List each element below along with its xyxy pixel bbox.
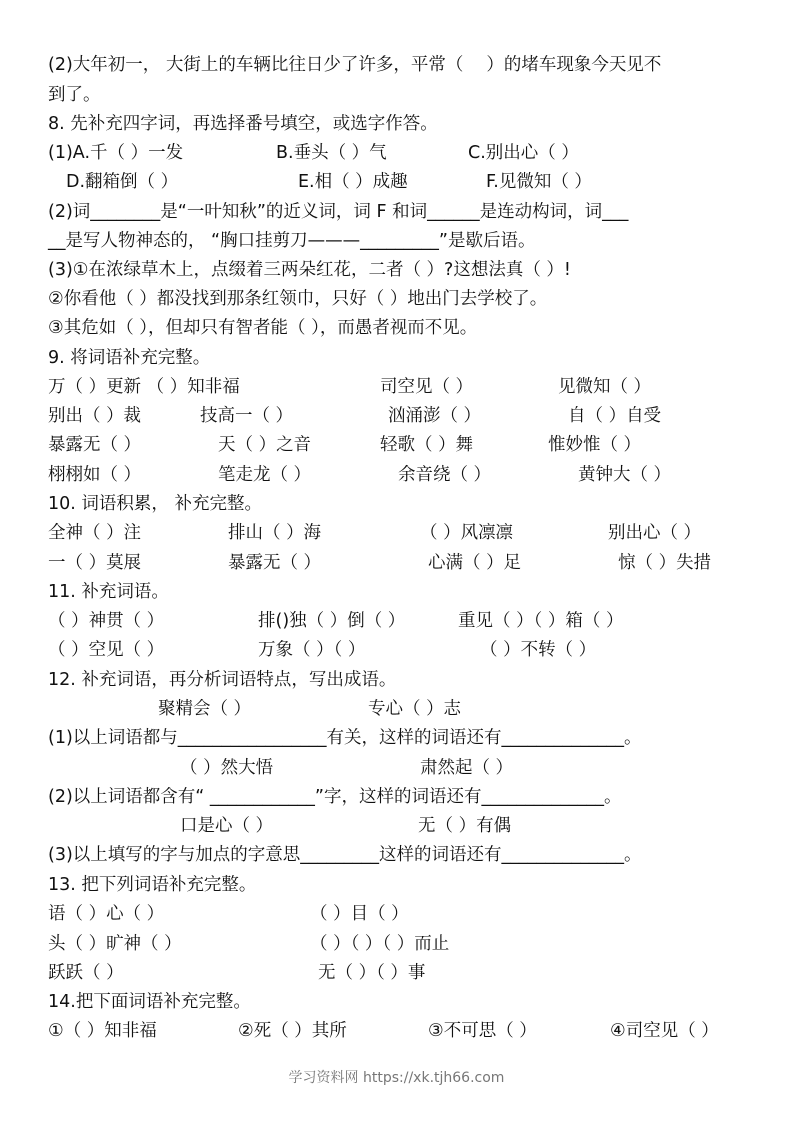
- q11-item: （ ）不转（ ）: [480, 640, 597, 660]
- q8-option-b: B.垂头（ ）气: [276, 143, 387, 163]
- q12-item: 聚精会（ ）: [158, 699, 252, 719]
- q9-item: 别出（ ）裁: [48, 406, 142, 426]
- q9-row-3: [48, 433, 773, 457]
- question-8-heading: 8. 先补充四字词，再选择番号填空，或选字作答。: [48, 114, 438, 134]
- q13-item: 无（ ）（ ）事: [318, 963, 426, 983]
- q14-item: ④司空见（ ）: [610, 1021, 719, 1041]
- q9-row-4: [48, 463, 773, 487]
- q12-item: 口是心（ ）: [180, 816, 274, 836]
- watermark-footer: 学习资料网 https://xk.tjh66.com: [288, 1070, 505, 1086]
- q10-row-2: [48, 551, 773, 575]
- q11-row-1: [48, 609, 773, 633]
- question-10-heading: 10. 词语积累， 补充完整。: [48, 494, 262, 514]
- q11-item: （ ）空见（ ）: [48, 640, 165, 660]
- q11-item: 排()独（ ）倒（ ）: [258, 611, 406, 631]
- q13-item: 头（ ）旷神（ ）: [48, 934, 182, 954]
- q8-part-3-line-3: ③其危如（ ），但却只有智者能（ ），而愚者视而不见。: [48, 318, 478, 338]
- q12-item: （ ）然大悟: [180, 758, 274, 778]
- q13-row-3: [48, 961, 773, 985]
- q12-words-row-2: [48, 756, 773, 780]
- q8-option-e: E.相（ ）成趣: [298, 172, 408, 192]
- q9-item: 司空见（ ）: [380, 377, 474, 397]
- q8-part-2-line-2: __是写人物神态的， “胸口挂剪刀———_________”是歇后语。: [48, 231, 536, 251]
- q14-item: ①（ ）知非福: [48, 1021, 157, 1041]
- q14-item: ③不可思（ ）: [428, 1021, 537, 1041]
- q12-words-row-1: [48, 697, 773, 721]
- q8-part-2-line-1: (2)词________是“一叶知秋”的近义词，词 F 和词______是连动构词，词___: [48, 202, 629, 222]
- q8-option-d: D.翻箱倒（ ）: [66, 172, 179, 192]
- q9-item: 自（ ）自受: [568, 406, 662, 426]
- question-7-2-line-2: 到了。: [48, 85, 101, 105]
- q12-part-2-line: (2)以上词语都含有“ ____________”字，这样的词语还有______________。: [48, 787, 622, 807]
- q9-item: 黄钟大（ ）: [578, 465, 672, 485]
- q11-item: 万象（ ）（ ）: [258, 640, 366, 660]
- q10-row-1: [48, 521, 773, 545]
- q10-item: 暴露无（ ）: [228, 553, 322, 573]
- q9-item: 万（ ）更新 （ ）知非福: [48, 377, 240, 397]
- q11-item: 重见（ ）（ ）箱（ ）: [458, 611, 624, 631]
- q8-option-a: (1)A.千（ ）一发: [48, 143, 184, 163]
- q9-item: 暴露无（ ）: [48, 435, 142, 455]
- q14-item: ②死（ ）其所: [238, 1021, 347, 1041]
- q13-item: 语（ ）心（ ）: [48, 904, 165, 924]
- q12-item: 专心（ ）志: [368, 699, 462, 719]
- q10-item: 排山（ ）海: [228, 523, 322, 543]
- q12-part-1-line: (1)以上词语都与_________________有关，这样的词语还有______________。: [48, 728, 642, 748]
- q9-item: 见微知（ ）: [558, 377, 652, 397]
- q13-item: （ ）目（ ）: [310, 904, 409, 924]
- q9-item: 汹涌澎（ ）: [388, 406, 482, 426]
- q9-item: 天（ ）之音: [218, 435, 312, 455]
- question-13-heading: 13. 把下列词语补充完整。: [48, 875, 257, 895]
- q8-options-row-2: [48, 170, 773, 194]
- q10-item: （ ）风凛凛: [420, 523, 514, 543]
- q10-item: 心满（ ）足: [428, 553, 522, 573]
- q13-row-1: [48, 902, 773, 926]
- q10-item: 别出心（ ）: [608, 523, 702, 543]
- q9-item: 技高一（ ）: [200, 406, 294, 426]
- question-9-heading: 9. 将词语补充完整。: [48, 348, 211, 368]
- q9-row-1: [48, 375, 773, 399]
- q9-row-2: [48, 404, 773, 428]
- q8-options-row-1: [48, 141, 773, 165]
- question-12-heading: 12. 补充词语，再分析词语特点，写出成语。: [48, 670, 397, 690]
- q10-item: 全神（ ）注: [48, 523, 142, 543]
- q13-row-2: [48, 932, 773, 956]
- q8-option-f: F.见微知（ ）: [486, 172, 592, 192]
- q9-item: 余音绕（ ）: [398, 465, 492, 485]
- q13-item: （ ）（ ）（ ）而止: [310, 934, 450, 954]
- q10-item: 一（ ）莫展: [48, 553, 142, 573]
- question-14-heading: 14.把下面词语补充完整。: [48, 992, 251, 1012]
- question-7-2-line-1: (2)大年初一， 大街上的车辆比往日少了许多，平常（ ）的堵车现象今天见不: [48, 55, 662, 75]
- q9-item: 惟妙惟（ ）: [548, 435, 642, 455]
- q11-item: （ ）神贯（ ）: [48, 611, 165, 631]
- q9-item: 轻歌（ ）舞: [380, 435, 474, 455]
- q11-row-2: [48, 638, 773, 662]
- question-11-heading: 11. 补充词语。: [48, 582, 169, 602]
- q12-item: 肃然起（ ）: [420, 758, 514, 778]
- q9-item: 笔走龙（ ）: [218, 465, 312, 485]
- q9-item: 栩栩如（ ）: [48, 465, 142, 485]
- q13-item: 跃跃（ ）: [48, 963, 124, 983]
- q8-option-c: C.别出心（ ）: [468, 143, 579, 163]
- q8-part-3-line-1: (3)①在浓绿草木上，点缀着三两朵红花，二者（ ）?这想法真（ ）!: [48, 260, 571, 280]
- q8-part-3-line-2: ②你看他（ ）都没找到那条红领巾，只好（ ）地出门去学校了。: [48, 289, 548, 309]
- q12-words-row-3: [48, 814, 773, 838]
- q10-item: 惊（ ）失措: [618, 553, 712, 573]
- q12-part-3-line: (3)以上填写的字与加点的字意思_________这样的词语还有______________。: [48, 845, 642, 865]
- q14-row-1: [48, 1019, 773, 1043]
- q12-item: 无（ ）有偶: [418, 816, 512, 836]
